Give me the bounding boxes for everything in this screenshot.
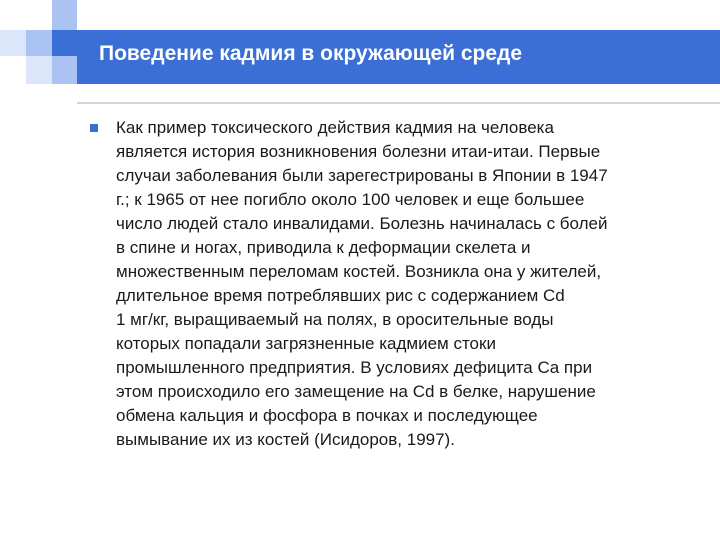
decor-square <box>52 0 77 30</box>
bullet-text: Как пример токсического действия кадмия на человека является история возникновения болезни итаи-итаи. Первые случаи заболевания были зарегестрированы в Японии в 1947 г.; к 1965 от нее погибло около 100 человек и еще большее число людей стало инвалидами. Болезнь начиналась с болей в спине и ногах, приводила к деформации скелета и множественным переломам костей. Возникла она у жителей, длительное время потреблявших рис с содержанием Cd 1 мг/кг, выращиваемый на полях, в оросительные воды которых попадали загрязненные кадмием стоки промышленного предприятия. В условиях дефицита Ca при этом происходило его замещение на Cd в белке, нарушение обмена кальция и фосфора в почках и последующее вымывание их из костей (Исидоров, 1997). <box>116 118 608 449</box>
bullet-marker <box>90 124 98 132</box>
divider <box>77 102 720 104</box>
decor-square <box>52 56 77 84</box>
decor-square <box>0 30 26 56</box>
decor-square <box>26 30 52 56</box>
decor-square <box>52 30 77 56</box>
slide-title: Поведение кадмия в окружающей среде <box>99 42 523 65</box>
decor-square <box>26 56 52 84</box>
